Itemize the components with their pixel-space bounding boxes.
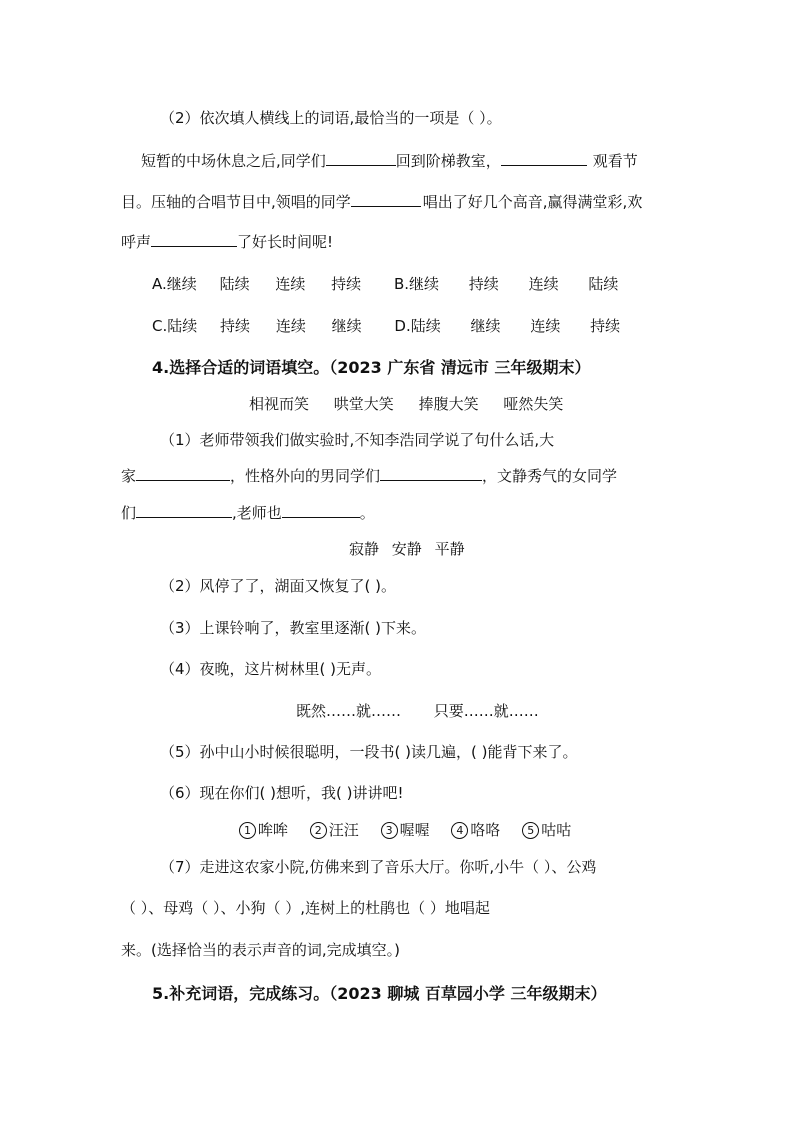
question-text: 们 [121, 504, 137, 522]
passage-text: 观看节 [592, 152, 638, 170]
section-4-title: 4.选择合适的词语填空。（2023 广东省 清远市 三年级期末） [152, 358, 591, 377]
question-4-1-line-2 [121, 466, 617, 486]
fill-blank[interactable] [151, 232, 237, 247]
passage-text: 短暂的中场休息之后,同学们 [141, 152, 326, 170]
circled-number-icon: 3 [381, 822, 398, 839]
fill-blank[interactable] [136, 503, 232, 518]
word-bank-word: 喔喔 [399, 821, 430, 839]
word-bank-2 [349, 539, 465, 559]
fill-blank[interactable] [351, 192, 421, 207]
word-bank-item: 既然……就…… [296, 702, 402, 720]
word-bank-item: 捧腹大笑 [418, 395, 479, 413]
word-bank-word: 咕咕 [541, 821, 572, 839]
word-bank-item [451, 821, 500, 839]
word-bank-item: 只要……就…… [433, 702, 539, 720]
question-text: 家 [121, 467, 137, 485]
option-word: 持续 [331, 275, 362, 293]
word-bank-item: 安静 [391, 540, 422, 558]
word-bank-item [522, 821, 571, 839]
word-bank-word: 汪汪 [328, 821, 359, 839]
word-bank-item: 平静 [434, 540, 465, 558]
option-c-label[interactable]: C.陆续 [152, 317, 198, 335]
option-word: 连续 [275, 317, 306, 335]
circled-number-icon: 2 [310, 822, 327, 839]
question-4-4: （4）夜晚，这片树林里( )无声。 [160, 660, 382, 678]
question-text: 。 [359, 504, 375, 522]
option-word: 继续 [331, 317, 362, 335]
word-bank-item: 相视而笑 [249, 395, 310, 413]
question-2-prompt: （2）依次填人横线上的词语,最恰当的一项是（ ）。 [160, 109, 502, 127]
word-bank-item: 寂静 [349, 540, 380, 558]
fill-blank[interactable] [380, 466, 482, 481]
word-bank-item [381, 821, 430, 839]
question-text: ，性格外向的男同学们 [230, 467, 381, 485]
option-word: 持续 [468, 275, 499, 293]
word-bank-item [310, 821, 359, 839]
question-text: ，文静秀气的女同学 [482, 467, 618, 485]
question-4-2: （2）风停了了，湖面又恢复了( )。 [160, 577, 397, 595]
word-bank-item: 哑然失笑 [503, 395, 564, 413]
passage-text: 唱出了好几个高音,赢得满堂彩,欢 [422, 193, 643, 211]
passage-line-2 [121, 192, 642, 212]
passage-text: 了好长时间呢! [237, 233, 334, 251]
passage-text: 目。压轴的合唱节目中,领唱的同学 [121, 193, 351, 211]
question-4-3: （3）上课铃响了，教室里逐渐( )下来。 [160, 619, 427, 637]
passage-text: 回到阶梯教室， [395, 152, 501, 170]
word-bank-word: 咯咯 [470, 821, 501, 839]
word-bank-4 [239, 820, 571, 840]
question-4-7-line-2: （ ）、母鸡（ ）、小狗（ ）,连树上的杜鹃也（ ）地唱起 [121, 899, 490, 917]
word-bank-item: 哄堂大笑 [333, 395, 394, 413]
passage-line-1 [141, 151, 638, 171]
circled-number-icon: 4 [451, 822, 468, 839]
option-word: 继续 [470, 317, 501, 335]
question-4-7-line-3: 来。(选择恰当的表示声音的词,完成填空。) [121, 941, 400, 959]
question-4-6: （6）现在你们( )想听，我( )讲讲吧! [160, 784, 404, 802]
option-word: 连续 [275, 275, 306, 293]
fill-blank[interactable] [136, 466, 230, 481]
question-4-1-line-3 [121, 503, 375, 523]
option-word: 陆续 [588, 275, 619, 293]
word-bank-word: 哞哞 [258, 821, 289, 839]
question-4-7-line-1: （7）走进这农家小院,仿佛来到了音乐大厅。你听,小牛（ ）、公鸡 [160, 858, 597, 876]
option-word: 连续 [530, 317, 561, 335]
passage-line-3 [121, 232, 333, 252]
option-d-label[interactable]: D.陆续 [394, 317, 441, 335]
circled-number-icon: 5 [522, 822, 539, 839]
word-bank-1 [249, 394, 563, 414]
fill-blank[interactable] [282, 503, 360, 518]
option-word: 持续 [590, 317, 621, 335]
option-word: 连续 [528, 275, 559, 293]
question-text: ,老师也 [232, 504, 282, 522]
option-word: 陆续 [219, 275, 250, 293]
option-word: 持续 [220, 317, 251, 335]
word-bank-3 [296, 701, 539, 721]
option-row-ab [152, 274, 618, 294]
passage-text: 呼声 [121, 233, 152, 251]
circled-number-icon: 1 [239, 822, 256, 839]
option-row-cd [152, 316, 620, 336]
question-4-5: （5）孙中山小时候很聪明，一段书( )读几遍，( )能背下来了。 [160, 743, 578, 761]
option-a-label[interactable]: A.继续 [152, 275, 197, 293]
question-4-1-line-1: （1）老师带领我们做实验时,不知李浩同学说了句什么话,大 [160, 431, 555, 449]
word-bank-item [239, 821, 288, 839]
fill-blank[interactable] [326, 151, 396, 166]
section-5-title: 5.补充词语，完成练习。（2023 聊城 百草园小学 三年级期末） [152, 984, 607, 1003]
fill-blank[interactable] [501, 151, 587, 166]
option-b-label[interactable]: B.继续 [393, 275, 440, 293]
